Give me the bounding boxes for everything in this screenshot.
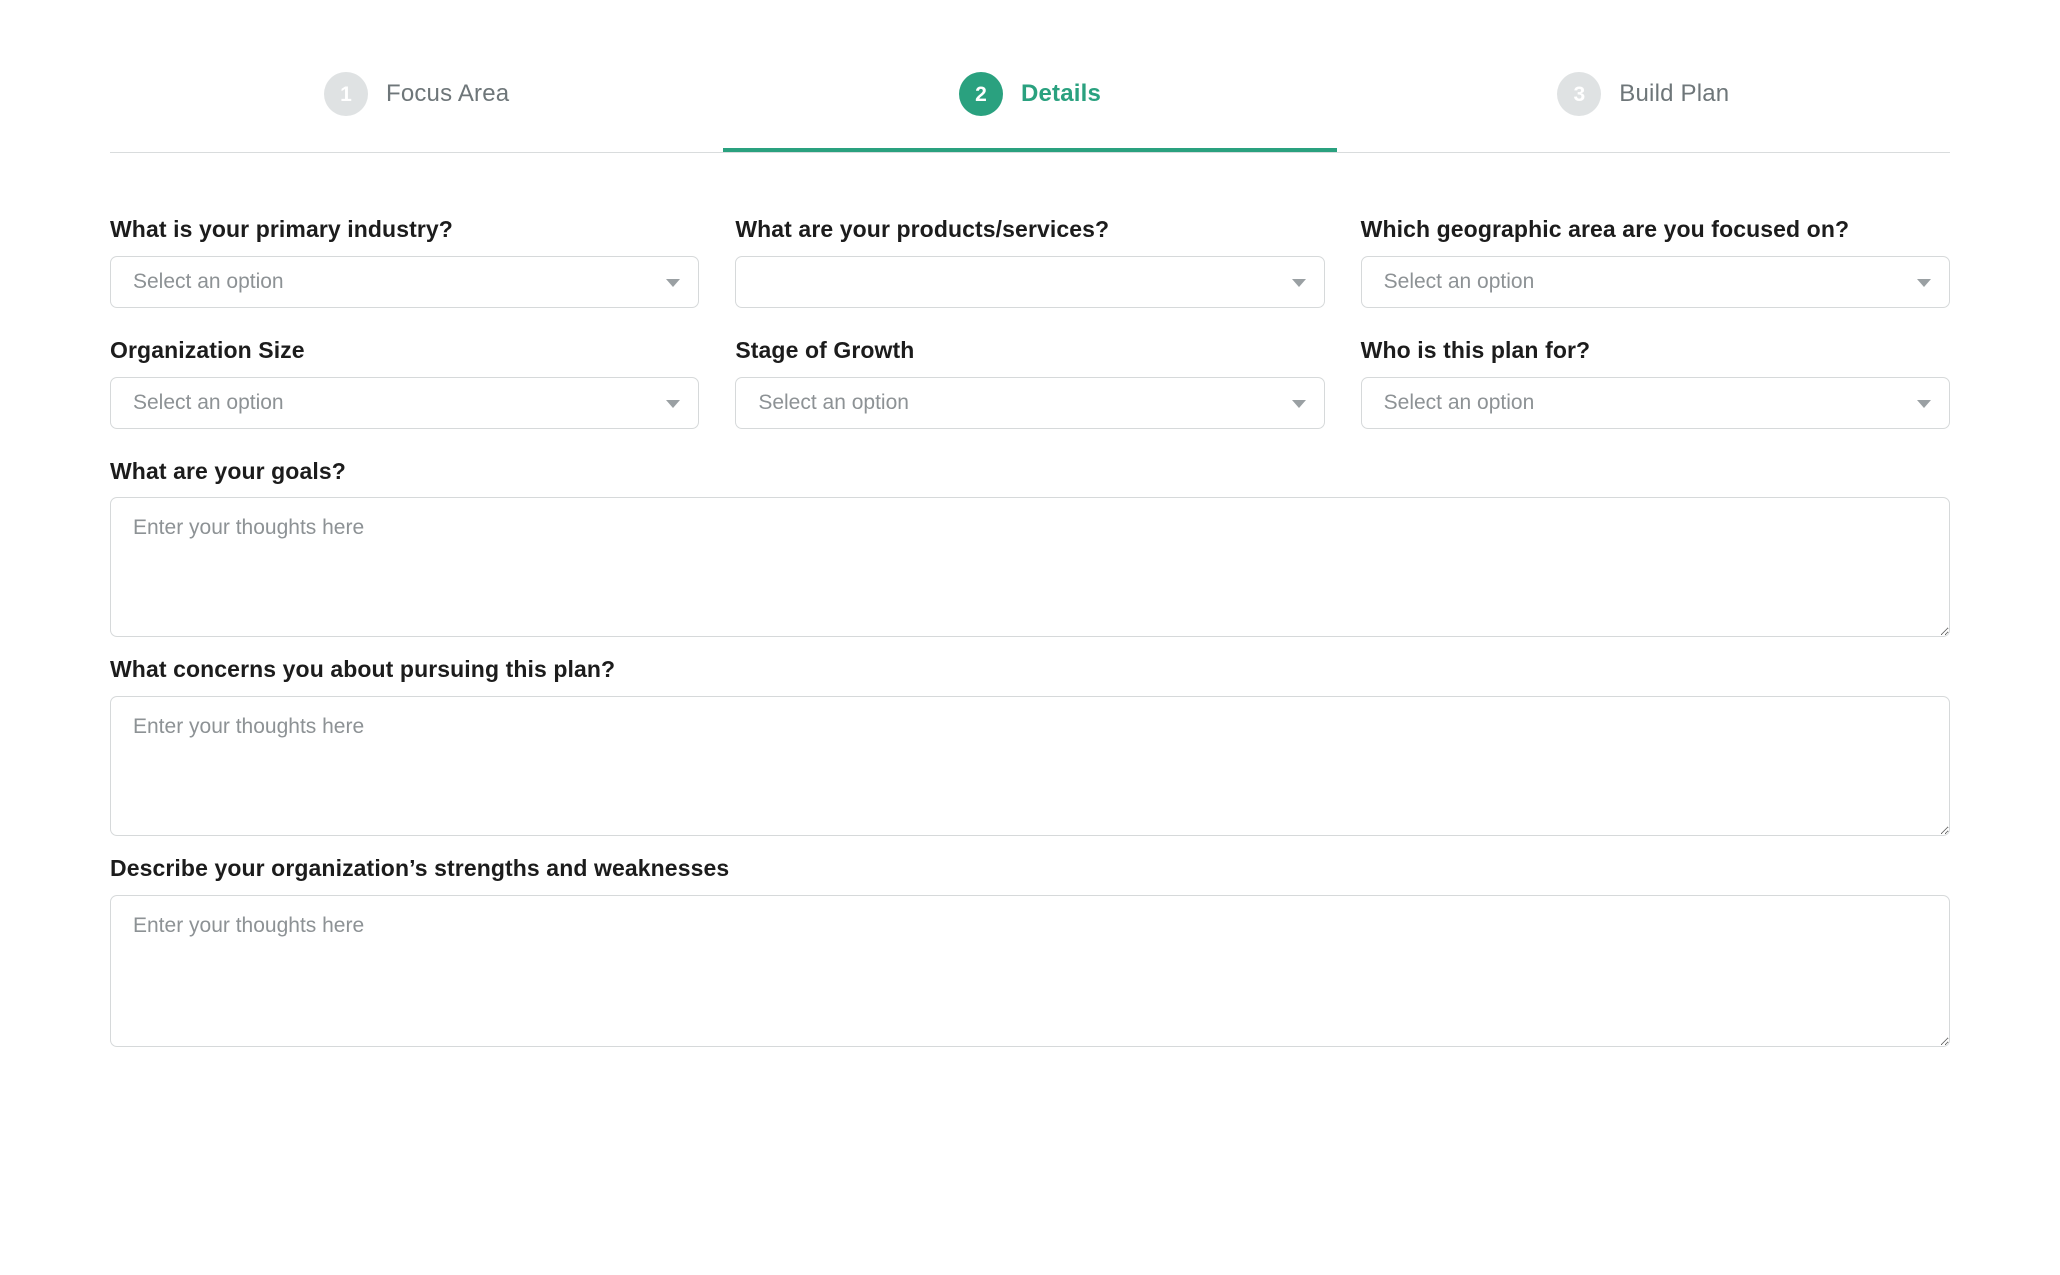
field-plan-audience xyxy=(1361,318,1950,439)
field-stage-of-growth xyxy=(735,318,1324,439)
select-plan-audience[interactable] xyxy=(1361,377,1950,429)
field-label: What is your primary industry? xyxy=(110,216,453,242)
strengths-weaknesses-textarea[interactable] xyxy=(110,895,1950,1047)
step-number-badge: 2 xyxy=(959,72,1003,116)
select-value: Select an option xyxy=(1383,390,1535,414)
field-label: Which geographic area are you focused on? xyxy=(1360,216,1850,242)
select-stage-of-growth[interactable] xyxy=(735,377,1324,429)
field-label: What concerns you about pursuing this plan? xyxy=(110,656,616,683)
field-strengths-weaknesses xyxy=(110,854,1950,1047)
field-label: What are your goals? xyxy=(110,457,346,484)
chevron-down-icon xyxy=(1917,400,1931,408)
concerns-textarea[interactable] xyxy=(110,696,1950,836)
field-concerns xyxy=(110,655,1950,836)
step-number-badge: 3 xyxy=(1557,72,1601,116)
details-form xyxy=(110,153,1950,1047)
chevron-down-icon xyxy=(1292,279,1306,287)
step-number-badge: 1 xyxy=(324,72,368,116)
field-geographic-area xyxy=(1361,197,1950,318)
step-label: Build Plan xyxy=(1619,80,1730,107)
field-products-services xyxy=(735,197,1324,318)
step-build-plan[interactable] xyxy=(1337,72,1950,152)
field-label: Stage of Growth xyxy=(735,336,915,363)
field-primary-industry xyxy=(110,197,699,318)
select-organization-size[interactable] xyxy=(110,377,699,429)
field-label: Describe your organization’s strengths and weaknesses xyxy=(110,855,730,881)
select-value: Select an option xyxy=(758,390,909,414)
chevron-down-icon xyxy=(1292,400,1306,408)
field-goals xyxy=(110,457,1950,638)
step-focus-area[interactable] xyxy=(110,72,723,152)
step-details[interactable] xyxy=(723,72,1336,152)
select-value: Select an option xyxy=(1383,269,1535,293)
select-products-services[interactable] xyxy=(735,256,1324,308)
field-label: Organization Size xyxy=(110,336,305,363)
step-label: Details xyxy=(1020,80,1102,107)
select-geographic-area[interactable] xyxy=(1361,256,1950,308)
select-grid xyxy=(110,197,1950,439)
select-value: Select an option xyxy=(133,269,284,293)
chevron-down-icon xyxy=(1917,279,1931,287)
select-primary-industry[interactable] xyxy=(110,256,699,308)
chevron-down-icon xyxy=(666,279,680,287)
step-label: Focus Area xyxy=(385,80,510,107)
goals-textarea[interactable] xyxy=(110,497,1950,637)
field-label: What are your products/services? xyxy=(735,216,1110,242)
select-value: Select an option xyxy=(133,390,284,414)
wizard-stepper xyxy=(110,0,1950,153)
field-organization-size xyxy=(110,318,699,439)
field-label: Who is this plan for? xyxy=(1360,336,1591,363)
chevron-down-icon xyxy=(666,400,680,408)
